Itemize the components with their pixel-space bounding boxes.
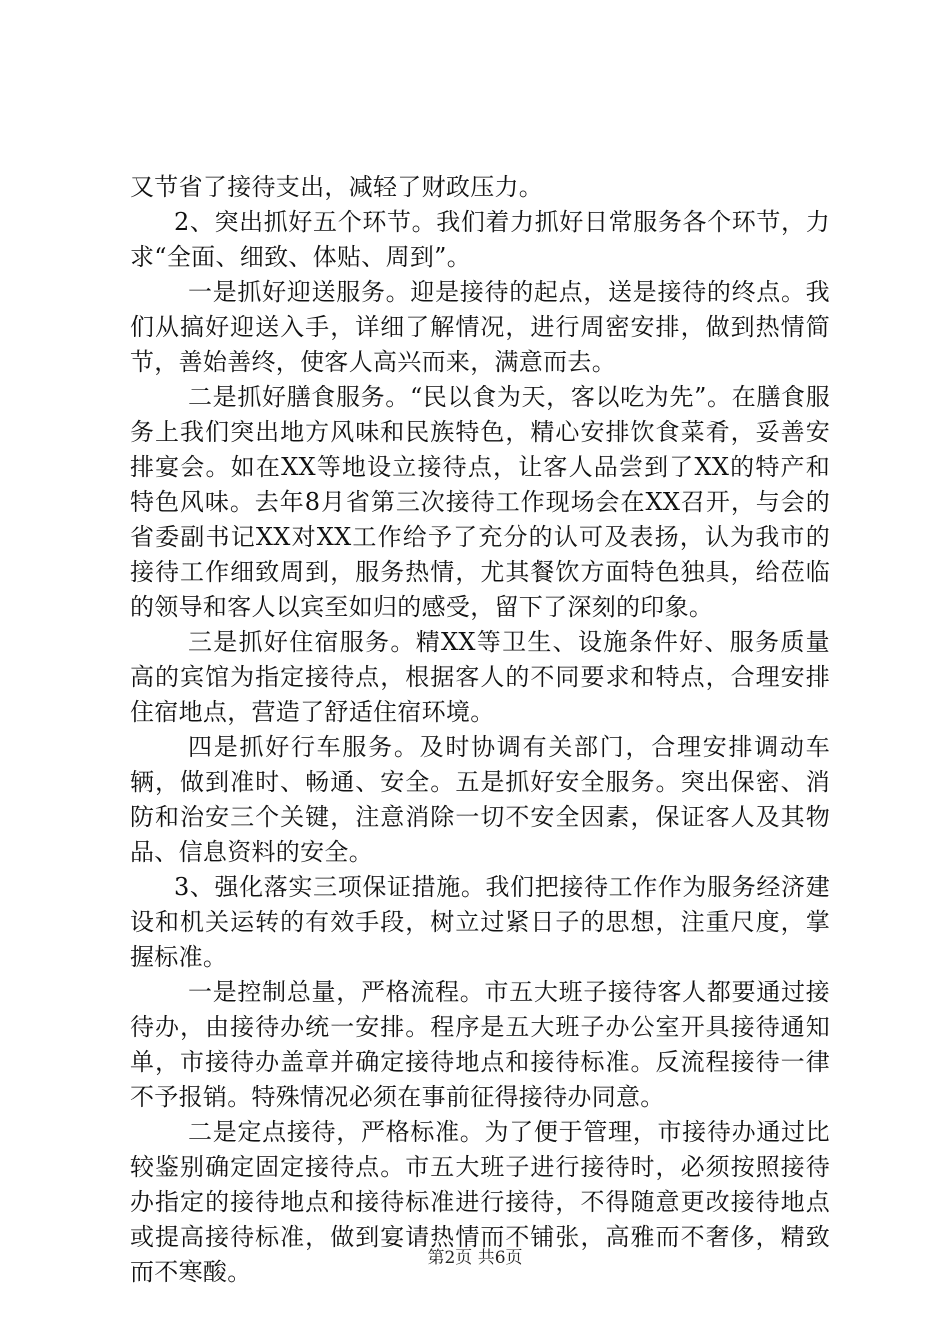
paragraph-5: 三是抓好住宿服务。精XX等卫生、设施条件好、服务质量高的宾馆为指定接待点，根据客人的不同要求和特点，合理安排住宿地点，营造了舒适住宿环境。	[130, 628, 830, 726]
paragraph-9: 二是定点接待，严格标准。为了便于管理，市接待办通过比较鉴别确定固定接待点。市五大班子进行接待时，必须按照接待办指定的接待地点和接待标准进行接待，不得随意更改接待地点或提高接待标准，做到宴请热情而不铺张，高雅而不奢侈，精致而不寒酸。	[130, 1118, 830, 1286]
paragraph-4: 二是抓好膳食服务。“民以食为天，客以吃为先”。在膳食服务上我们突出地方风味和民族特色，精心安排饮食菜肴，妥善安排宴会。如在XX等地设立接待点，让客人品尝到了XX的特产和特色风味。去年8月省第三次接待工作现场会在XX召开，与会的省委副书记XX对XX工作给予了充分的认可及表扬，认为我市的接待工作细致周到，服务热情，尤其餐饮方面特色独具，给莅临的领导和客人以宾至如归的感受，留下了深刻的印象。	[130, 383, 830, 621]
paragraph-7: 3、强化落实三项保证措施。我们把接待工作作为服务经济建设和机关运转的有效手段，树立过紧日子的思想，注重尺度，掌握标准。	[130, 873, 830, 971]
document-body	[130, 170, 830, 1290]
paragraph-8: 一是控制总量，严格流程。市五大班子接待客人都要通过接待办，由接待办统一安排。程序是五大班子办公室开具接待通知单，市接待办盖章并确定接待地点和接待标准。反流程接待一律不予报销。特殊情况必须在事前征得接待办同意。	[130, 978, 830, 1111]
paragraph-3: 一是抓好迎送服务。迎是接待的起点，送是接待的终点。我们从搞好迎送入手，详细了解情况，进行周密安排，做到热情简节，善始善终，使客人高兴而来，满意而去。	[130, 278, 830, 376]
paragraph-1: 又节省了接待支出，减轻了财政压力。	[130, 173, 544, 201]
paragraph-6: 四是抓好行车服务。及时协调有关部门，合理安排调动车辆，做到准时、畅通、安全。五是抓好安全服务。突出保密、消防和治安三个关键，注意消除一切不安全因素，保证客人及其物品、信息资料的安全。	[130, 733, 830, 866]
paragraph-2: 2、突出抓好五个环节。我们着力抓好日常服务各个环节，力求“全面、细致、体贴、周到”。	[130, 208, 830, 271]
page-footer: 第2页 共6页	[427, 1248, 523, 1268]
